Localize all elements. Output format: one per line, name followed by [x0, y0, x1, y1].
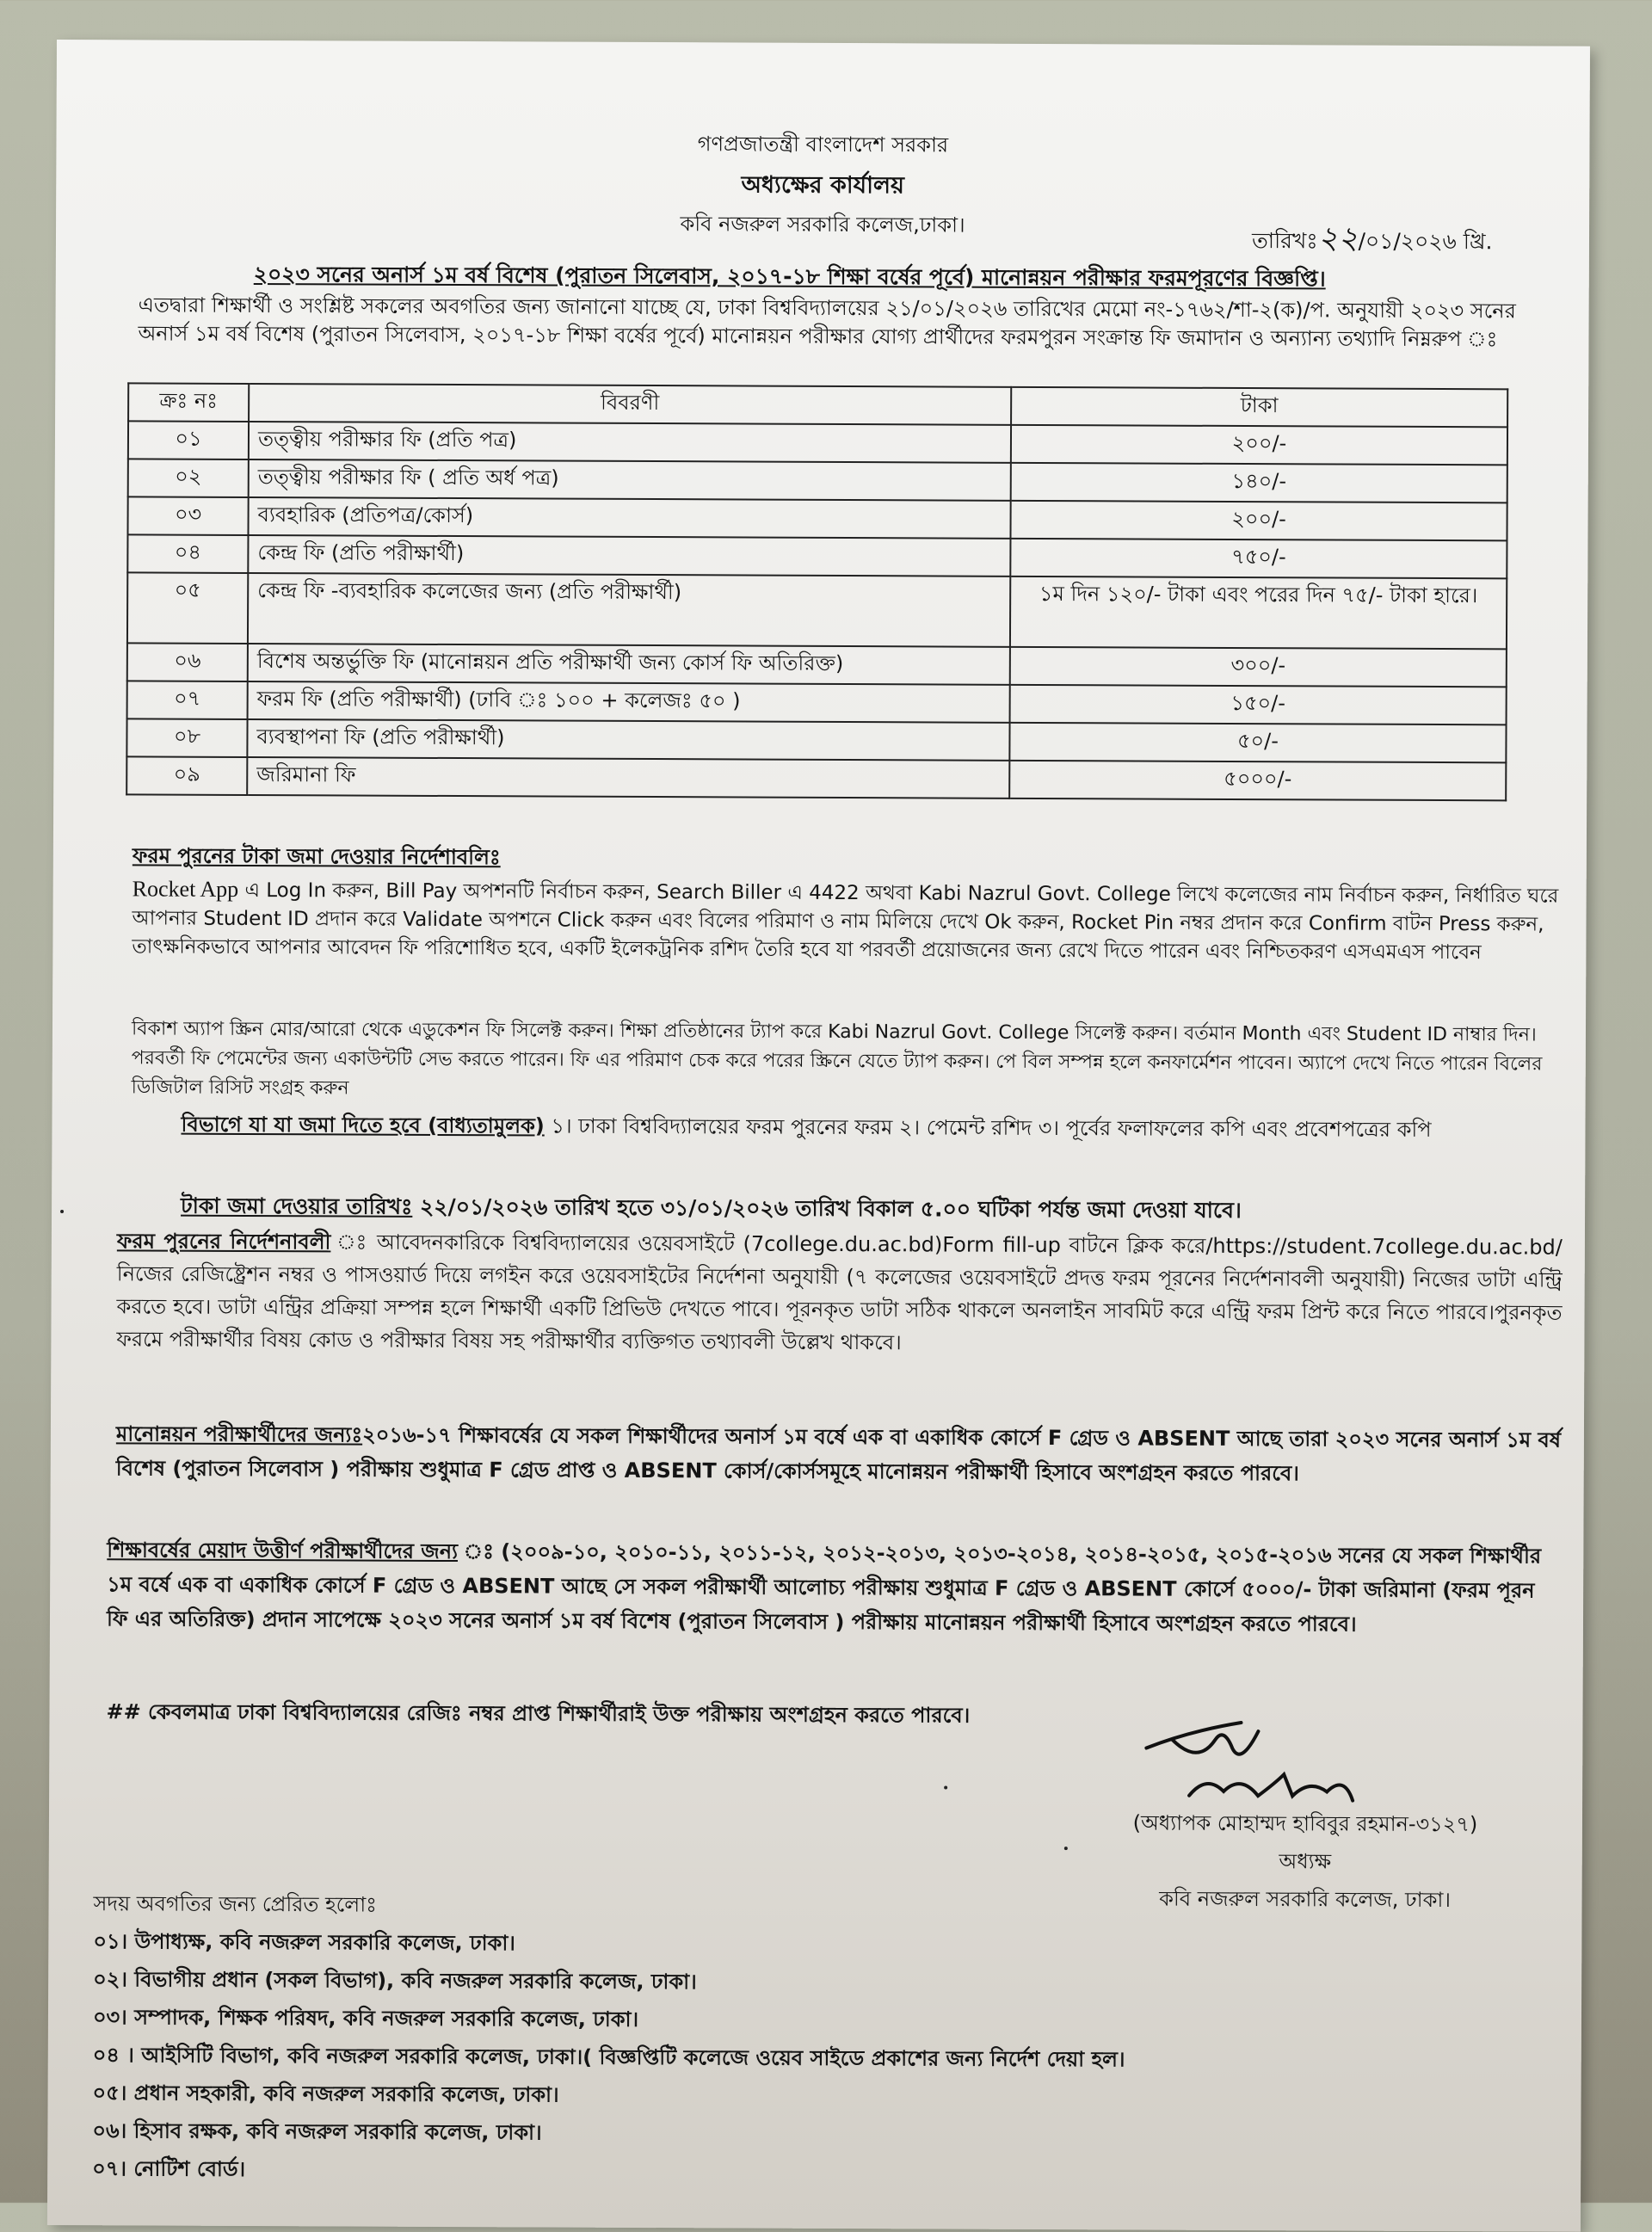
fee-table: [126, 382, 1508, 801]
payment-deadline-label: টাকা জমা দেওয়ার তারিখঃ: [181, 1193, 413, 1219]
payment-instructions-heading: ফরম পুরনের টাকা জমা দেওয়ার নির্দেশাবলিঃ: [132, 843, 501, 870]
header-serial: ক্রঃ নঃ: [128, 383, 249, 422]
date-handwritten: ২২: [1317, 220, 1359, 256]
header-office: অধ্যক্ষের কার্যালয়: [741, 171, 905, 200]
paper-mark: [60, 1210, 64, 1213]
cc-item: ০৩। সম্পাদক, শিক্ষক পরিষদ, কবি নজরুল সরকারি কলেজ, ঢাকা।: [92, 2005, 639, 2032]
fee-description: ফরম ফি (প্রতি পরীক্ষার্থী) (ঢাবি ঃ ১০০ + কলেজঃ ৫০ ): [248, 681, 1010, 723]
improvement-label: মানোন্নয়ন পরীক্ষার্থীদের জন্যঃ: [115, 1421, 363, 1447]
fee-amount: ৩০০/-: [1010, 647, 1507, 687]
signatory-name: (অধ্যাপক মোহাম্মদ হাবিবুর রহমান-৩১২৭): [1132, 1810, 1478, 1837]
fee-serial: ০১: [128, 421, 249, 459]
paper-mark: [944, 1786, 947, 1790]
fee-row: [126, 718, 1506, 762]
cc-item: ০২। বিভাগীয় প্রধান (সকল বিভাগ), কবি নজরুল সরকারি কলেজ, ঢাকা।: [93, 1967, 697, 1995]
cc-item: ০৬। হিসাব রক্ষক, কবি নজরুল সরকারি কলেজ, ঢাকা।: [92, 2118, 542, 2145]
cc-item: ০৪ । আইসিটি বিভাগ, কবি নজরুল সরকারি কলেজ, ঢাকা।( বিজ্ঞপ্তিটি কলেজে ওয়েব সাইডে প্রকাশের জন্য নির্দেশ দেয়া হল।: [92, 2043, 1125, 2072]
rocket-instructions-text: এ Log In করুন, Bill Pay অপশনটি নির্বাচন করুন, Search Biller এ 4422 অথবা Kabi Nazrul Govt. College লিখে কলেজের নাম নির্বাচন করুন, নির্ধারিত ঘরে আপনার Student ID প্রদান করে Validate অপশনে Click করুন এবং বিলের পরিমাণ ও নাম মিলিয়ে দেখে Ok করুন, Rocket Pin নম্বর প্রদান করে Confirm বাটন Press করুন, তাৎক্ষনিকভাবে আপনার আবেদন ফি পরিশোধিত হবে, একটি ইলেকট্রনিক রশিদ তৈরি হবে যা পরবর্তী প্রয়োজনের জন্য রেখে দিতে পারেন এবং নিশ্চিতকরণ এসএমএস পাবেন: [132, 879, 1559, 965]
fee-description: কেন্দ্র ফি (প্রতি পরীক্ষার্থী): [248, 535, 1010, 576]
fee-serial: ০৫: [127, 572, 248, 644]
header-government: গণপ্রজাতন্ত্রী বাংলাদেশ সরকার: [697, 132, 949, 157]
header-college: কবি নজরুল সরকারি কলেজ,ঢাকা।: [680, 212, 965, 237]
intro-paragraph: এতদ্বারা শিক্ষার্থী ও সংশ্লিষ্ট সকলের অবগতির জন্য জানানো যাচ্ছে যে, ঢাকা বিশ্ববিদ্যালয়ের ২১/০১/২০২৬ তারিখের মেমো নং-১৭৬২/শা-২(ক)/প. অনুযায়ী ২০২৩ সনের অনার্স ১ম বর্ষ বিশেষ (পুরাতন সিলেবাস, ২০১৭-১৮ শিক্ষা বর্ষের পূর্বে) মানোন্নয়ন পরীক্ষার যোগ্য প্রার্থীদের ফরমপুরন সংক্রান্ত ফি জমাদান ও অন্যান্য তথ্যাদি নিম্নরুপ ঃ: [138, 293, 1516, 352]
fee-row: [126, 756, 1506, 800]
expired-text: ঃ (২০০৯-১০, ২০১০-১১, ২০১১-১২, ২০১২-২০১৩, ২০১৩-২০১৪, ২০১৪-২০১৫, ২০১৫-২০১৬ সনের যে সকল শিক্ষার্থীর ১ম বর্ষে এক বা একাধিক কোর্সে F গ্রেড ও ABSENT আছে সে সকল পরীক্ষার্থী আলোচ্য পরীক্ষায় শুধুমাত্র F গ্রেড ও ABSENT কোর্সে ৫০০০/- টাকা জরিমানা (ফরম পূরন ফি এর অতিরিক্ত) প্রদান সাপেক্ষে ২০২৩ সনের অনার্স ১ম বর্ষ বিশেষ (পুরাতন সিলেবাস ) পরীক্ষায় মানোন্নয়ন পরীক্ষার্থী হিসাবে অংশগ্রহন করতে পারবে।: [106, 1539, 1542, 1637]
fee-table-header: [128, 383, 1507, 427]
fee-serial: ০২: [128, 459, 249, 497]
fee-serial: ০৭: [127, 681, 248, 719]
fee-serial: ০৮: [126, 718, 247, 757]
signatory-institution: কবি নজরুল সরকারি কলেজ, ঢাকা।: [1159, 1886, 1452, 1913]
cc-item: ০৭। নোটিশ বোর্ড।: [92, 2156, 246, 2181]
expired-label: শিক্ষাবর্ষের মেয়াদ উত্তীর্ণ পরীক্ষার্থীদের জন্য: [107, 1538, 459, 1564]
notice-date: [1252, 214, 1493, 267]
required-documents: [181, 1107, 1557, 1148]
fee-description: তত্ত্বীয় পরীক্ষার ফি ( প্রতি অর্ধ পত্র): [249, 459, 1011, 501]
fee-amount: ১ম দিন ১২০/- টাকা এবং পরের দিন ৭৫/- টাকা হারে।: [1010, 576, 1507, 650]
rocket-instructions: [132, 874, 1560, 967]
fee-row: [127, 572, 1507, 649]
fee-row: [128, 459, 1507, 503]
notice-title: ২০২৩ সনের অনার্স ১ম বর্ষ বিশেষ (পুরাতন সিলেবাস, ২০১৭-১৮ শিক্ষা বর্ষের পূর্বে) মানোন্নয়ন পরীক্ষার ফরমপূরণের বিজ্ঞপ্তি।: [253, 262, 1326, 292]
fee-serial: ০৩: [127, 496, 248, 535]
rocket-app-label: Rocket App: [132, 876, 239, 902]
signature-block: [1063, 1803, 1546, 1919]
date-rest: /০১/২০২৬ খ্রি.: [1358, 228, 1493, 255]
fee-amount: ৭৫০/-: [1010, 539, 1507, 579]
cc-item: ০১। উপাধ্যক্ষ, কবি নজরুল সরকারি কলেজ, ঢাকা।: [93, 1929, 515, 1956]
fee-description: ব্যবস্থাপনা ফি (প্রতি পরীক্ষার্থী): [247, 719, 1009, 761]
fee-row: [127, 643, 1507, 687]
fee-description: কেন্দ্র ফি -ব্যবহারিক কলেজের জন্য (প্রতি পরীক্ষার্থী): [248, 573, 1010, 647]
fee-row: [127, 681, 1507, 724]
registration-note: ## কেবলমাত্র ঢাকা বিশ্ববিদ্যালয়ের রেজিঃ নম্বর প্রাপ্ত শিক্ষার্থীরাই উক্ত পরীক্ষায় অংশগ্রহন করতে পারবে।: [106, 1699, 971, 1728]
form-fill-label: ফরম পুরনের নির্দেশনাবলী: [116, 1229, 331, 1255]
signatory-designation: অধ্যক্ষ: [1279, 1849, 1332, 1874]
improvement-text: ২০১৬-১৭ শিক্ষাবর্ষের যে সকল শিক্ষার্থীদের অনার্স ১ম বর্ষে এক বা একাধিক কোর্সে F গ্রেড ও ABSENT আছে তারা ২০২৩ সনের অনার্স ১ম বর্ষ বিশেষ (পুরাতন সিলেবাস ) পরীক্ষায় শুধুমাত্র F গ্রেড প্রাপ্ত ও ABSENT কোর্স/কোর্সসমূহে মানোন্নয়ন পরীক্ষার্থী হিসাবে অংশগ্রহন করতে পারবে।: [115, 1422, 1562, 1486]
fee-serial: ০৯: [126, 756, 247, 795]
form-fill-instructions: [116, 1224, 1563, 1361]
paper-mark: [1064, 1847, 1068, 1850]
cc-list: [92, 1922, 1125, 2192]
fee-row: [127, 534, 1507, 578]
cc-heading: সদয় অবগতির জন্য প্রেরিত হলোঃ: [93, 1891, 378, 1917]
fee-serial: ০৬: [127, 643, 248, 681]
fee-amount: ১৫০/-: [1010, 685, 1507, 725]
cc-item: ০৫। প্রধান সহকারী, কবি নজরুল সরকারি কলেজ, ঢাকা।: [92, 2081, 559, 2107]
fee-row: [127, 496, 1507, 540]
form-fill-text: ঃ আবেদনকারিকে বিশ্ববিদ্যালয়ের ওয়েবসাইটে (7college.du.ac.bd)Form fill-up বাটনে ক্লিক করে/https://student.7college.du.ac.bd/ নিজের রেজিষ্ট্রেশন নম্বর ও পাসওয়ার্ড দিয়ে লগইন করে ওয়েবসাইটের নির্দেশনা অনুযায়ী (৭ কলেজের ওয়েবসাইটে প্রদত্ত ফরম পূরনের নির্দেশনাবলী অনুযায়ী) নিজের ডাটা এন্ট্রি করতে হবে। ডাটা এন্ট্রির প্রক্রিয়া সম্পন্ন হলে শিক্ষার্থী একটি প্রিভিউ দেখতে পাবে। পূরনকৃত ডাটা সঠিক থাকলে অনলাইন সাবমিট করে এন্ট্রি ফরম প্রিন্ট করে নিতে পারবে।পুরনকৃত ফরমে পরীক্ষার্থীর বিষয় কোড ও পরীক্ষার বিষয় সহ পরীক্ষার্থীর ব্যক্তিগত তথ্যাবলী উল্লেখ থাকবে।: [116, 1230, 1563, 1355]
fee-amount: ১৪০/-: [1011, 463, 1507, 503]
payment-deadline: [181, 1189, 1242, 1230]
principal-signature: [1137, 1714, 1421, 1810]
notice-paper: [47, 40, 1590, 2232]
payment-deadline-text: ২২/০১/২০২৬ তারিখ হতে ৩১/০১/২০২৬ তারিখ বিকাল ৫.০০ ঘটিকা পর্যন্ত জমা দেওয়া যাবে।: [412, 1193, 1242, 1224]
improvement-candidates: [116, 1416, 1562, 1491]
fee-description: জরিমানা ফি: [247, 757, 1009, 798]
fee-amount: ৫০/-: [1009, 723, 1506, 763]
bkash-instructions: বিকাশ অ্যাপ স্ক্রিন মোর/আরো থেকে এডুকেশন ফি সিলেক্ট করুন। শিক্ষা প্রতিষ্ঠানের ট্যাপ করে Kabi Nazrul Govt. College সিলেক্ট করুন। বর্তমান Month এবং Student ID নাম্বার দিন। পরবর্তী ফি পেমেন্টের জন্য একাউন্টটি সেভ করতে পারেন। ফি এর পরিমাণ চেক করে পরের স্ক্রিনে যেতে ট্যাপ করুন। পে বিল সম্পন্ন হলে কনফার্মেশন পাবেন। অ্যাপে দেখে নিতে পারেন বিলের ডিজিটাল রিসিট সংগ্রহ করুন: [131, 1018, 1543, 1100]
fee-description: বিশেষ অন্তর্ভুক্তি ফি (মানোন্নয়ন প্রতি পরীক্ষার্থী জন্য কোর্স ফি অতিরিক্ত): [248, 644, 1010, 685]
expired-session-candidates: [107, 1532, 1562, 1642]
fee-serial: ০৪: [127, 534, 248, 573]
required-documents-text: ১। ঢাকা বিশ্ববিদ্যালয়ের ফরম পুরনের ফরম ২। পেমেন্ট রশিদ ৩। পূর্বের ফলাফলের কপি এবং প্রবেশপত্রের কপি: [544, 1113, 1432, 1142]
required-documents-label: বিভাগে যা যা জমা দিতে হবে (বাধ্যতামুলক): [181, 1112, 545, 1138]
fee-description: ব্যবহারিক (প্রতিপত্র/কোর্স): [248, 497, 1010, 539]
header-description: বিবরণী: [249, 384, 1011, 425]
fee-amount: ৫০০০/-: [1009, 761, 1506, 801]
fee-row: [128, 421, 1507, 465]
header-amount: টাকা: [1011, 387, 1507, 428]
fee-amount: ২০০/-: [1010, 501, 1507, 541]
date-label: তারিখঃ: [1251, 228, 1318, 254]
fee-amount: ২০০/-: [1011, 425, 1507, 466]
fee-description: তত্ত্বীয় পরীক্ষার ফি (প্রতি পত্র): [249, 422, 1011, 463]
